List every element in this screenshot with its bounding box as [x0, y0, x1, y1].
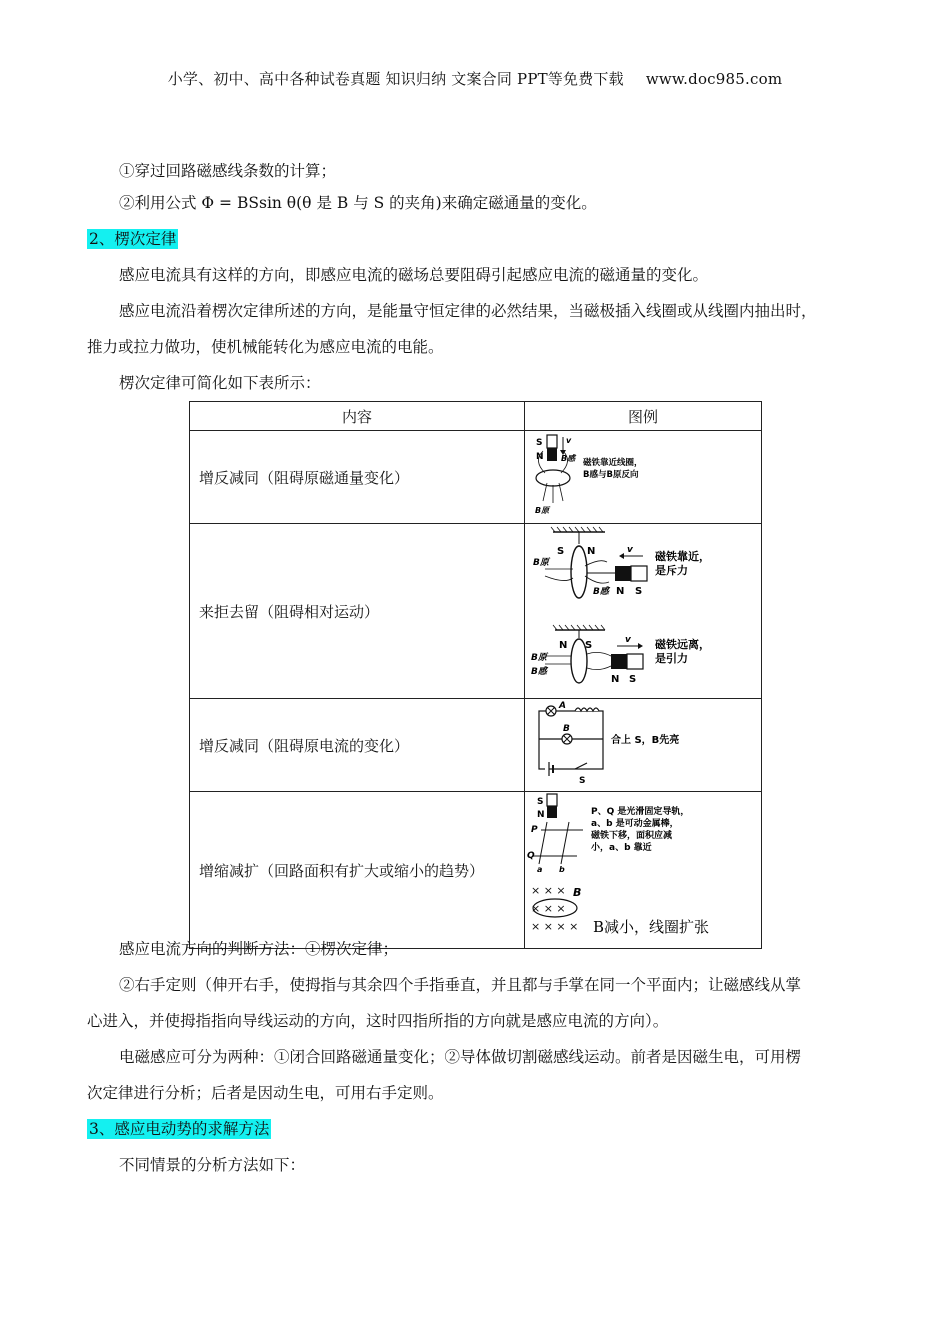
label-s: S: [537, 797, 544, 807]
section-3-title: 3、感应电动势的求解方法: [89, 1120, 270, 1138]
label-b-gan-top: B感: [593, 587, 609, 597]
fig1-note-2: B感与B原反向: [583, 470, 639, 480]
label-q: Q: [527, 851, 535, 861]
label-b: B: [563, 724, 570, 734]
lenz-law-table: [189, 401, 762, 949]
label-b-yuan: B原: [535, 506, 550, 515]
paragraph-7b: 心进入，并使拇指指向导线运动的方向，这时四指所指的方向就是感应电流的方向）。: [87, 1012, 669, 1030]
paragraph-8a: 电磁感应可分为两种：①闭合回路磁通量变化；②导体做切割磁感线运动。前者是因磁生电，可用楞: [119, 1048, 802, 1066]
table-row: [190, 792, 762, 949]
label-n-magnet-top: N: [616, 586, 625, 597]
fig2-note-b1: 磁铁远离，: [655, 638, 710, 651]
section-heading-3: [87, 1119, 271, 1139]
label-n: N: [536, 452, 544, 462]
attract-repel-figure: [525, 524, 761, 694]
paragraph-7a: ②右手定则（伸开右手，使拇指与其余四个手指垂直，并且都与手掌在同一个平面内；让磁感线从掌: [119, 976, 802, 994]
label-a: A: [559, 701, 566, 711]
label-p: P: [531, 825, 538, 835]
paragraph-8b: 次定律进行分析；后者是因动生电，可用右手定则。: [87, 1084, 444, 1102]
label-a: a: [537, 865, 543, 874]
row-figure: [525, 524, 762, 699]
label-s-bottom: S: [585, 640, 593, 651]
fig4-note-2: a、b 是可动金属棒，: [591, 819, 679, 829]
label-s-magnet-top: S: [635, 586, 643, 597]
row-figure: [525, 699, 762, 792]
area-change-figure: [525, 792, 761, 944]
table-header-figure: 图例: [525, 402, 762, 431]
fig4-note-3: 磁铁下移，面积应减: [591, 831, 673, 841]
label-b-yuan-bottom: B原: [531, 653, 547, 663]
section-2-title: 2、楞次定律: [89, 230, 177, 248]
label-s-magnet-bottom: S: [629, 674, 637, 685]
svg-text:× × × ×: × × × ×: [531, 920, 579, 933]
fig2-note-a2: 是斥力: [655, 564, 688, 577]
label-n: N: [537, 810, 545, 820]
label-v-top: v: [627, 545, 633, 555]
table-header-row: [190, 402, 762, 431]
label-b-gan-bottom: B感: [531, 667, 547, 677]
row-figure: [525, 792, 762, 949]
row-content: 增反减同（阻碍原电流的变化）: [190, 699, 525, 792]
label-v: v: [566, 436, 572, 445]
fig1-note-1: 磁铁靠近线圈，: [583, 458, 643, 468]
label-b-yuan-top: B原: [533, 558, 549, 568]
table-header-content: 内容: [190, 402, 525, 431]
paragraph-4b: 推力或拉力做功，使机械能转化为感应电流的电能。: [87, 338, 444, 356]
svg-text:× × ×: × × ×: [531, 902, 566, 915]
paragraph-6: 感应电流方向的判断方法：①楞次定律；: [119, 940, 399, 958]
table-row: [190, 524, 762, 699]
label-s: S: [579, 776, 586, 786]
row-figure: [525, 431, 762, 524]
section-heading-2: [87, 229, 178, 249]
row-content: 来拒去留（阻碍相对运动）: [190, 524, 525, 699]
label-s-top: S: [557, 546, 565, 557]
header-text: 小学、初中、高中各种试卷真题 知识归纳 文案合同 PPT等免费下载: [167, 70, 624, 88]
paragraph-1: ①穿过回路磁感线条数的计算；: [119, 162, 337, 180]
fig2-note-a1: 磁铁靠近，: [655, 550, 710, 563]
paragraph-4a: 感应电流沿着楞次定律所述的方向，是能量守恒定律的必然结果，当磁极插入线圈或从线圈内抽出时，: [119, 302, 817, 320]
table-row: [190, 431, 762, 524]
fig4-cross-note: B减小，线圈扩张: [593, 918, 710, 936]
label-v-bottom: v: [625, 635, 631, 645]
row-content: 增反减同（阻碍原磁通量变化）: [190, 431, 525, 524]
magnet-coil-figure: [525, 431, 761, 519]
row-content: 增缩减扩（回路面积有扩大或缩小的趋势）: [190, 792, 525, 949]
label-s: S: [536, 438, 543, 448]
paragraph-formula: ②利用公式 Φ = BSsin θ(θ 是 B 与 S 的夹角)来确定磁通量的变化。: [119, 194, 597, 212]
svg-text:× × ×: × × ×: [531, 884, 566, 897]
label-b: b: [559, 865, 565, 874]
label-n-magnet-bottom: N: [611, 674, 620, 685]
fig4-note-1: P、Q 是光滑固定导轨，: [591, 807, 690, 817]
header-url[interactable]: www.doc985.com: [645, 70, 783, 88]
label-b-gan: B感: [561, 454, 576, 463]
label-n-bottom: N: [559, 640, 568, 651]
paragraph-5: 楞次定律可简化如下表所示：: [119, 374, 321, 392]
label-n-top: N: [587, 546, 596, 557]
table-row: [190, 699, 762, 792]
fig2-note-b2: 是引力: [655, 652, 688, 665]
self-induction-circuit-figure: [525, 699, 761, 787]
paragraph-3: 感应电流具有这样的方向，即感应电流的磁场总要阻碍引起感应电流的磁通量的变化。: [119, 266, 709, 284]
paragraph-9: 不同情景的分析方法如下：: [119, 1156, 306, 1174]
label-cross-b: B: [573, 886, 582, 899]
fig4-note-4: 小，a、b 靠近: [591, 843, 652, 853]
fig3-note: 合上 S，B先亮: [611, 735, 680, 746]
page-header: [0, 68, 950, 89]
